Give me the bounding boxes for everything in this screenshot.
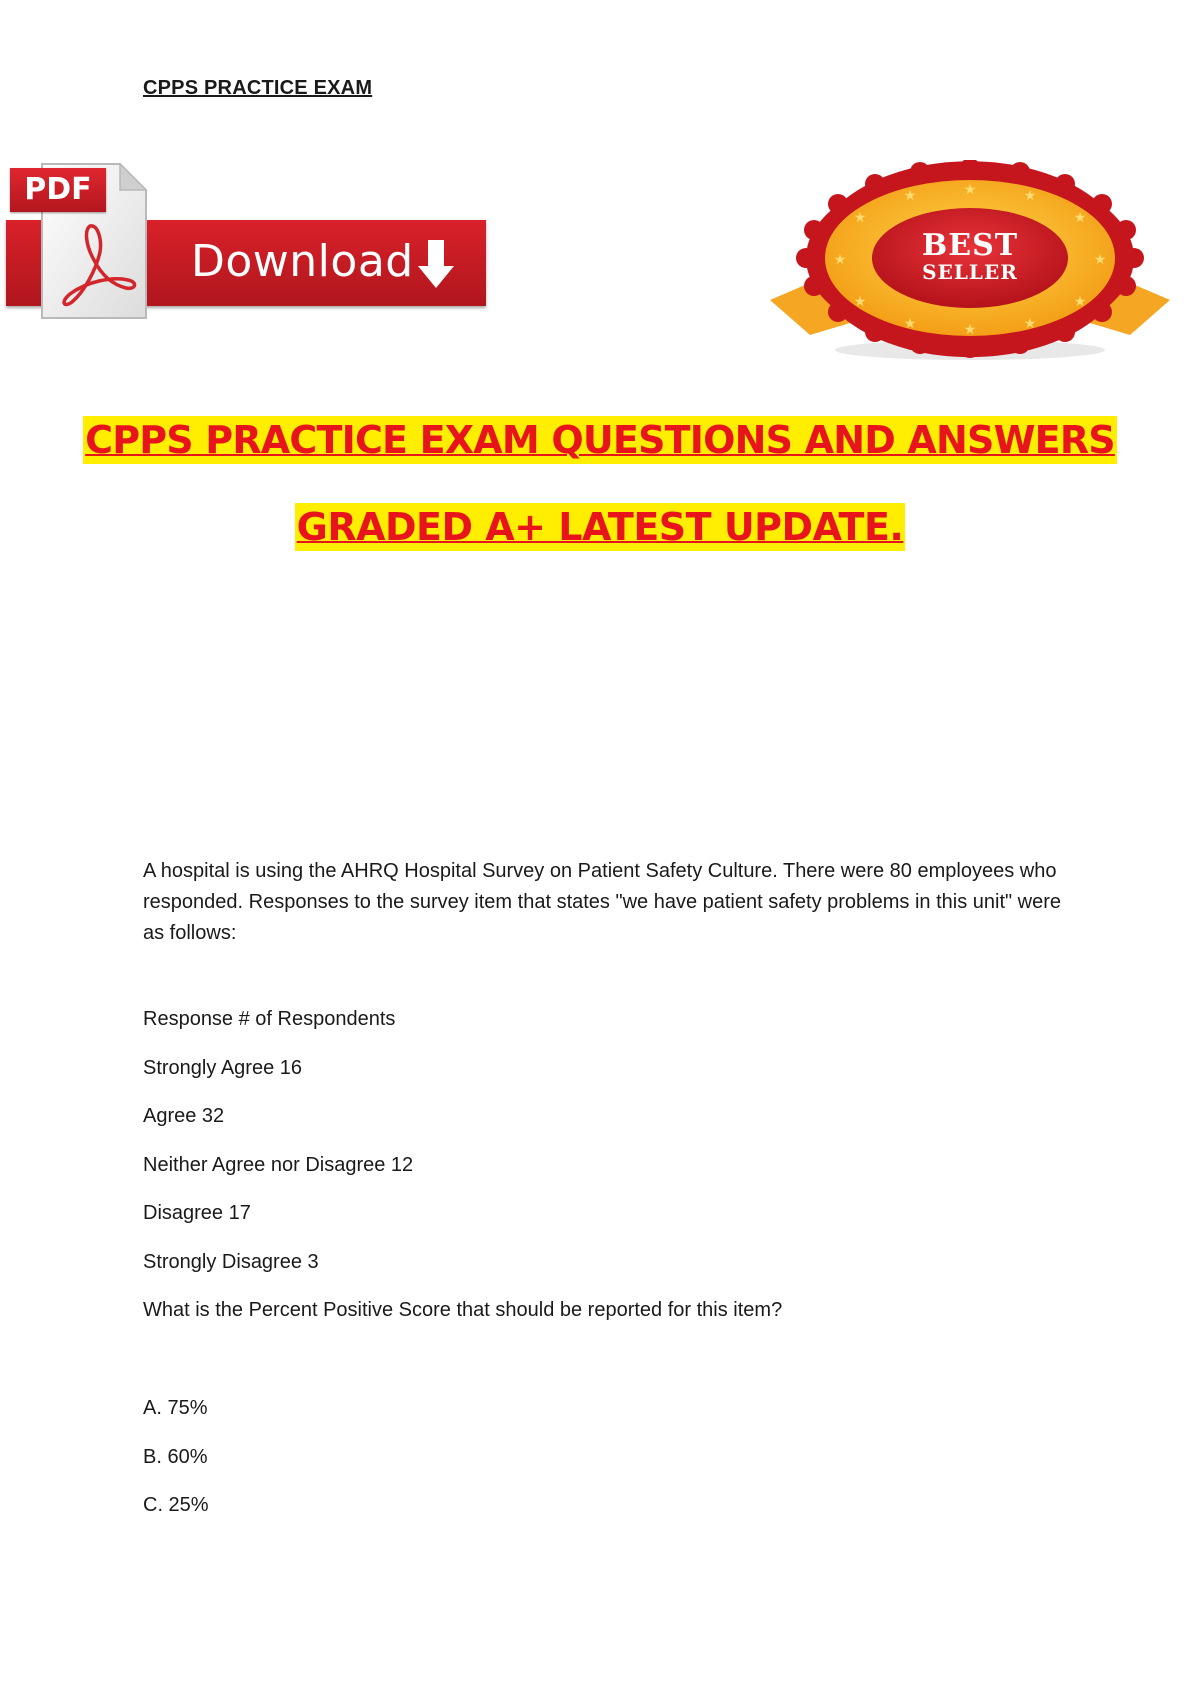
svg-text:★: ★: [1073, 294, 1087, 310]
headline-line-2: [0, 505, 1200, 549]
answer-option-b: B. 60%: [143, 1446, 208, 1468]
headline-text-1: CPPS PRACTICE EXAM QUESTIONS AND ANSWERS: [85, 418, 1115, 462]
table-header: Response # of Respondents: [143, 1008, 396, 1030]
question-prompt: What is the Percent Positive Score that should be reported for this item?: [143, 1299, 783, 1321]
svg-text:★: ★: [963, 322, 977, 338]
pdf-tag-label: PDF: [10, 168, 106, 212]
svg-text:★: ★: [1023, 188, 1037, 204]
answer-option-c: C. 25%: [143, 1494, 209, 1516]
seal-line-seller: SELLER: [922, 260, 1018, 284]
pdf-download-banner[interactable]: [6, 160, 486, 325]
question-intro: A hospital is using the AHRQ Hospital Survey on Patient Safety Culture. There were 80 employees who responded. Responses to the survey item that states "we have patient safety problems in this unit" were as follows:: [143, 860, 1062, 944]
download-arrow-icon: [416, 238, 456, 290]
svg-text:★: ★: [853, 294, 867, 310]
svg-text:★: ★: [903, 316, 917, 332]
seal-line-best: BEST: [921, 228, 1019, 263]
svg-text:★: ★: [1023, 316, 1037, 332]
svg-text:★: ★: [1093, 252, 1107, 268]
svg-text:★: ★: [833, 252, 847, 268]
response-row: Disagree 17: [143, 1202, 251, 1224]
best-seller-seal: [770, 160, 1170, 370]
response-row: Strongly Disagree 3: [143, 1251, 319, 1273]
headline-text-2: GRADED A+ LATEST UPDATE.: [296, 505, 904, 549]
svg-text:★: ★: [963, 182, 977, 198]
svg-text:★: ★: [903, 188, 917, 204]
response-row: Neither Agree nor Disagree 12: [143, 1154, 414, 1176]
response-row: Agree 32: [143, 1105, 225, 1127]
response-row: Strongly Agree 16: [143, 1057, 302, 1079]
headline-line-1: [0, 418, 1200, 462]
answer-option-a: A. 75%: [143, 1397, 208, 1419]
svg-text:★: ★: [853, 210, 867, 226]
download-label[interactable]: Download: [191, 236, 414, 287]
document-header-title: CPPS PRACTICE EXAM: [143, 77, 373, 99]
svg-text:★: ★: [1073, 210, 1087, 226]
